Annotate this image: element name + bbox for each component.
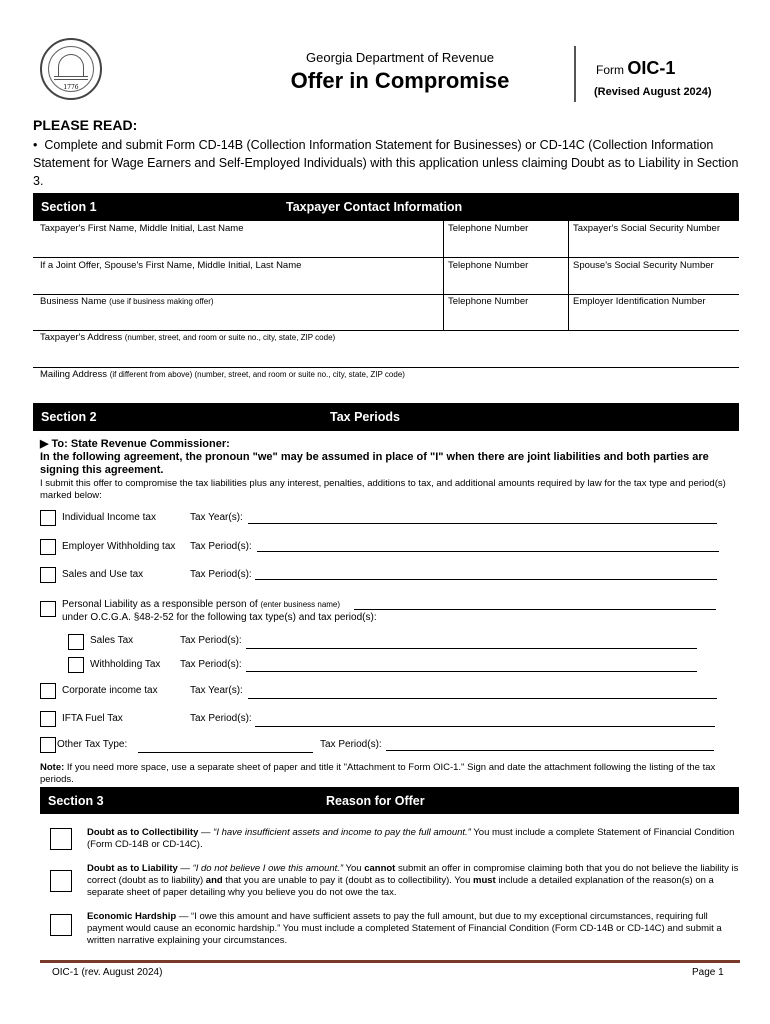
individual-income-label: Individual Income tax: [62, 512, 156, 523]
revision-date: (Revised August 2024): [594, 86, 712, 98]
corporate-income-checkbox[interactable]: [40, 683, 56, 699]
instructions: [33, 136, 743, 190]
ifta-period-label: Tax Period(s):: [190, 713, 252, 724]
spouse-name-field[interactable]: [33, 271, 443, 293]
section2-label: Section 2: [41, 410, 97, 424]
business-phone-label: Telephone Number: [448, 296, 529, 307]
individual-income-checkbox[interactable]: [40, 510, 56, 526]
hardship-body: “I owe this amount and have sufficient assets to pay the full amount, but due to my exceptional circumstances, requiring full payment would cause an economic hardship.” You must include a completed Statement of Financial Condition (Form CD-14B or CD-14C) and submit a written narrative explaining your circumstances.: [87, 911, 722, 946]
spouse-ssn-field[interactable]: [572, 271, 738, 293]
section2-title: Tax Periods: [330, 410, 400, 424]
employer-period-field[interactable]: [257, 551, 719, 552]
taxpayer-ssn-label: Taxpayer's Social Security Number: [573, 223, 721, 234]
spouse-phone-label: Telephone Number: [448, 260, 529, 271]
personal-liability-line2: under O.C.G.A. §48-2-52 for the following tax type(s) and tax period(s):: [62, 612, 377, 623]
corporate-income-label: Corporate income tax: [62, 685, 158, 696]
sub-withholding-period-field[interactable]: [246, 671, 697, 672]
sub-sales-tax-label: Sales Tax: [90, 635, 134, 646]
pronoun-statement: In the following agreement, the pronoun "we" may be assumed in place of "I" when there are joint liabilities and both parties are signing this agreement.: [40, 451, 709, 476]
form-id: [596, 58, 675, 79]
taxpayer-phone-label: Telephone Number: [448, 223, 529, 234]
address-hint: (number, street, and room or suite no., city, state, ZIP code): [124, 333, 336, 342]
corporate-year-label: Tax Year(s):: [190, 685, 243, 696]
column-divider-2: [568, 221, 569, 331]
other-tax-type-field[interactable]: [138, 752, 313, 753]
spouse-name-label: If a Joint Offer, Spouse's First Name, Middle Initial, Last Name: [40, 260, 302, 271]
personal-liability-checkbox[interactable]: [40, 601, 56, 617]
other-period-label: Tax Period(s):: [320, 739, 382, 750]
header-divider: [574, 46, 576, 102]
personal-liability-text: Personal Liability as a responsible person of: [62, 599, 258, 610]
sales-period-field[interactable]: [255, 579, 717, 580]
other-tax-checkbox[interactable]: [40, 737, 56, 753]
to-commissioner: ▶ To: State Revenue Commissioner:: [40, 438, 230, 450]
liability-title: Doubt as to Liability: [87, 863, 178, 874]
liability-must: must: [473, 875, 496, 886]
section1-bar: [33, 193, 739, 221]
taxpayer-name-label: Taxpayer's First Name, Middle Initial, Last Name: [40, 223, 244, 234]
corporate-year-field[interactable]: [248, 698, 717, 699]
individual-year-label: Tax Year(s):: [190, 512, 243, 523]
mailing-label: [40, 369, 405, 380]
ein-field[interactable]: [572, 307, 738, 329]
business-name-label-text: Business Name: [40, 296, 107, 307]
section3-title: Reason for Offer: [326, 793, 425, 808]
employer-withholding-label: Employer Withholding tax: [62, 541, 176, 552]
collectibility-title: Doubt as to Collectibility: [87, 827, 199, 838]
sales-period-label: Tax Period(s):: [190, 569, 252, 580]
section1-label: Section 1: [41, 200, 97, 214]
taxpayer-phone-field[interactable]: [447, 234, 567, 256]
hardship-checkbox[interactable]: [50, 914, 72, 936]
collectibility-quote: “I have insufficient assets and income to pay the full amount.”: [213, 827, 471, 838]
note-label: Note:: [40, 762, 65, 773]
form-number: OIC-1: [627, 58, 676, 78]
personal-liability-label: [62, 599, 340, 610]
collectibility-dash: —: [198, 827, 214, 838]
instructions-text: Complete and submit Form CD-14B (Collection Information Statement for Businesses) or CD-14C (Collection Information Statement for Wage Earners and Self-Employed Individuals) with this application unless claiming Doubt as to Liability in Section 3.: [33, 138, 739, 188]
hardship-dash: —: [176, 911, 191, 922]
seal-arch: [58, 54, 84, 76]
hardship-text: [87, 911, 739, 947]
department-name: Georgia Department of Revenue: [306, 50, 494, 65]
employer-period-label: Tax Period(s):: [190, 541, 252, 552]
section1-title: Taxpayer Contact Information: [286, 200, 463, 214]
liability-mid2: that you are unable to pay it (doubt as to collectibility). You: [222, 875, 474, 886]
responsible-business-field[interactable]: [354, 609, 716, 610]
sub-withholding-period-label: Tax Period(s):: [180, 659, 242, 670]
liability-pre: You: [343, 863, 365, 874]
section3-label: Section 3: [48, 793, 104, 808]
collectibility-rest: You must include a complete Statement of Financial Condition (Form CD-14B or CD-14C).: [87, 827, 735, 850]
sub-withholding-checkbox[interactable]: [68, 657, 84, 673]
space-note: [40, 762, 740, 786]
sub-sales-tax-checkbox[interactable]: [68, 634, 84, 650]
footer-page-number: Page 1: [692, 967, 724, 978]
please-read-heading: PLEASE READ:: [33, 117, 138, 133]
sub-sales-period-field[interactable]: [246, 648, 697, 649]
liability-checkbox[interactable]: [50, 870, 72, 892]
section2-bar: [33, 403, 739, 431]
business-name-hint-2: (enter business name): [260, 600, 341, 609]
address-field[interactable]: [33, 344, 739, 366]
liability-dash: —: [177, 863, 193, 874]
liability-quote: “I do not believe I owe this amount.”: [192, 863, 344, 874]
hardship-title: Economic Hardship: [87, 911, 177, 922]
footer-form-revision: OIC-1 (rev. August 2024): [52, 967, 163, 978]
form-prefix: Form: [596, 63, 624, 77]
business-name-label: [40, 296, 214, 307]
ifta-period-field[interactable]: [255, 726, 715, 727]
ifta-fuel-checkbox[interactable]: [40, 711, 56, 727]
taxpayer-name-field[interactable]: [33, 234, 443, 256]
mailing-label-text: Mailing Address: [40, 369, 108, 380]
footer-rule: [40, 960, 740, 963]
spouse-ssn-label: Spouse's Social Security Number: [573, 260, 714, 271]
submit-offer-text: I submit this offer to compromise the tax liabilities plus any interest, penalties, additions to tax, and additional amounts required by law for the tax type and period(s) marked below:: [40, 478, 726, 501]
sales-use-label: Sales and Use tax: [62, 569, 144, 580]
ein-label: Employer Identification Number: [573, 296, 706, 307]
business-name-field[interactable]: [33, 307, 443, 329]
column-divider-1: [443, 221, 444, 331]
spouse-phone-field[interactable]: [447, 271, 567, 293]
form-title: Offer in Compromise: [290, 68, 510, 93]
liability-and: and: [205, 875, 223, 886]
liability-cannot: cannot: [364, 863, 396, 874]
business-name-hint: (use if business making offer): [109, 297, 214, 306]
agreement-heading: [40, 438, 740, 477]
mailing-hint: (if different from above) (number, street, and room or suite no., city, state, ZIP code): [109, 370, 405, 379]
note-text: If you need more space, use a separate sheet of paper and title it "Attachment to Form OIC-1." Sign and date the attachment following the listing of the tax periods.: [40, 762, 716, 785]
other-period-field[interactable]: [386, 750, 714, 751]
sub-withholding-label: Withholding Tax: [90, 659, 161, 670]
seal-base: [54, 76, 88, 80]
sales-use-checkbox[interactable]: [40, 567, 56, 583]
liability-text: [87, 863, 739, 899]
address-label-text: Taxpayer's Address: [40, 332, 123, 343]
employer-withholding-checkbox[interactable]: [40, 539, 56, 555]
other-tax-label: Other Tax Type:: [57, 739, 128, 750]
section3-bar: [40, 787, 739, 814]
liability-rest: include a detailed explanation of the reason(s) on a separate sheet of paper detailing why you believe you do not owe the tax.: [87, 875, 714, 898]
collectibility-checkbox[interactable]: [50, 828, 72, 850]
seal-date: 1776: [63, 84, 79, 91]
address-label: [40, 332, 335, 343]
liability-mid: submit an offer in compromise claiming both that you do not believe the liability is correct (doubt as to liability): [87, 863, 739, 886]
sub-sales-period-label: Tax Period(s):: [180, 635, 242, 646]
business-phone-field[interactable]: [447, 307, 567, 329]
collectibility-text: [87, 827, 739, 851]
mailing-field[interactable]: [33, 381, 739, 401]
taxpayer-ssn-field[interactable]: [572, 234, 738, 256]
ifta-fuel-label: IFTA Fuel Tax: [62, 713, 123, 724]
individual-year-field[interactable]: [248, 523, 717, 524]
bullet: •: [33, 138, 38, 152]
